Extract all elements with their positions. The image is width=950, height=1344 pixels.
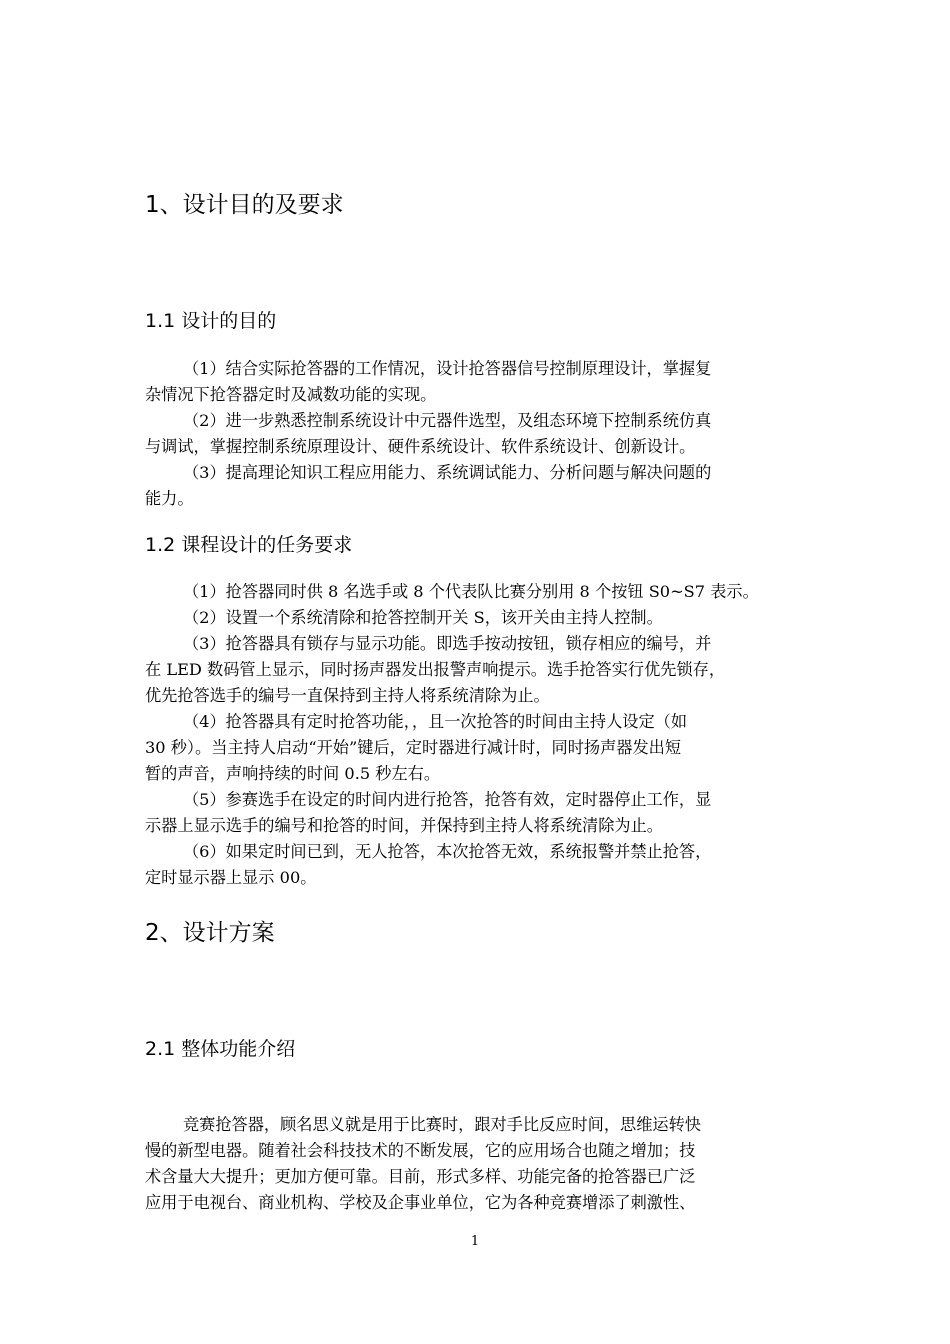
text-line: （6）如果定时间已到，无人抢答，本次抢答无效，系统报警并禁止抢答，: [183, 842, 712, 861]
text-line: 与调试，掌握控制系统原理设计、硬件系统设计、软件系统设计、创新设计。: [145, 437, 696, 456]
text-line: 在 LED 数码管上显示，同时扬声器发出报警声响提示。选手抢答实行优先锁存，: [145, 660, 726, 679]
text-line: （1）结合实际抢答器的工作情况，设计抢答器信号控制原理设计，掌握复: [183, 359, 712, 378]
text-line: （2）设置一个系统清除和抢答控制开关 S，该开关由主持人控制。: [183, 608, 663, 627]
section-2-heading: 2、设计方案: [145, 920, 275, 946]
text-line: 优先抢答选手的编号一直保持到主持人将系统清除为止。: [145, 686, 550, 705]
page-number: 1: [470, 1234, 480, 1249]
text-line: （1）抢答器同时供 8 名选手或 8 个代表队比赛分别用 8 个按钮 S0~S7 表示。: [183, 582, 759, 601]
section-2-1-body: [145, 1112, 825, 1216]
text-line: 术含量大大提升；更加方便可靠。目前，形式多样、功能完备的抢答器已广泛: [145, 1167, 696, 1186]
text-line: （4）抢答器具有定时抢答功能，，且一次抢答的时间由主持人设定（如: [183, 712, 688, 731]
text-line: 30 秒）。当主持人启动“开始”键后，定时器进行减计时，同时扬声器发出短: [145, 738, 682, 757]
section-1-2-heading: 1.2 课程设计的任务要求: [145, 534, 353, 556]
text-line: 应用于电视台、商业机构、学校及企事业单位，它为各种竞赛增添了刺激性、: [145, 1193, 696, 1212]
text-line: 能力。: [145, 489, 194, 508]
text-line: （3）抢答器具有锁存与显示功能。即选手按动按钮，锁存相应的编号，并: [183, 634, 712, 653]
text-line: 暂的声音，声响持续的时间 0.5 秒左右。: [145, 764, 441, 783]
section-1-2-body: [145, 579, 825, 891]
text-line: （3）提高理论知识工程应用能力、系统调试能力、分析问题与解决问题的: [183, 463, 712, 482]
text-line: （2）进一步熟悉控制系统设计中元器件选型，及组态环境下控制系统仿真: [183, 411, 712, 430]
text-line: 示器上显示选手的编号和抢答的时间，并保持到主持人将系统清除为止。: [145, 816, 663, 835]
section-2-1-heading: 2.1 整体功能介绍: [145, 1038, 296, 1060]
text-line: 竞赛抢答器，顾名思义就是用于比赛时，跟对手比反应时间，思维运转快: [183, 1115, 701, 1134]
text-line: 定时显示器上显示 00。: [145, 868, 317, 887]
text-line: 慢的新型电器。随着社会科技技术的不断发展，它的应用场合也随之增加；技: [145, 1141, 696, 1160]
text-line: 杂情况下抢答器定时及减数功能的实现。: [145, 385, 437, 404]
section-1-1-body: [145, 356, 825, 512]
section-1-heading: 1、设计目的及要求: [145, 192, 344, 218]
section-1-1-heading: 1.1 设计的目的: [145, 310, 277, 332]
text-line: （5）参赛选手在设定的时间内进行抢答，抢答有效，定时器停止工作，显: [183, 790, 712, 809]
